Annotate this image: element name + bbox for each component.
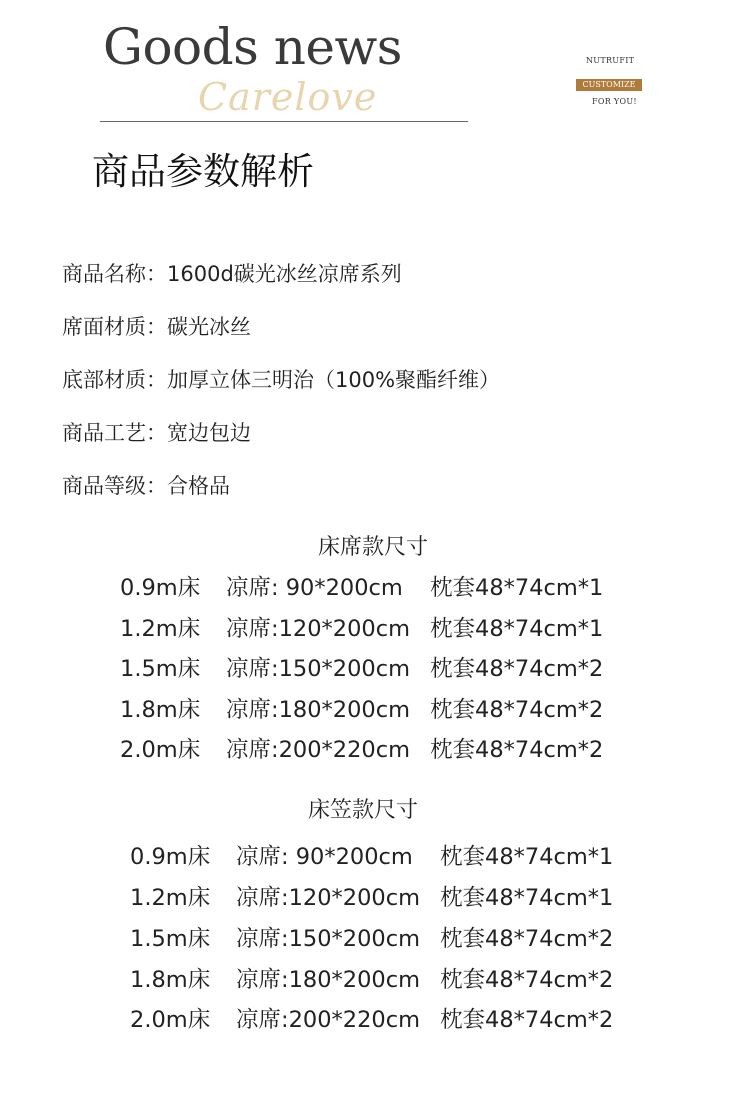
param-surface: 席面材质：碳光冰丝 bbox=[62, 315, 251, 339]
bed-size: 0.9m床 bbox=[130, 844, 211, 870]
size-table-title: 床笠款尺寸 bbox=[307, 798, 418, 823]
brand-tag-line-3: FOR YOU! bbox=[592, 97, 637, 106]
bed-size: 1.2m床 bbox=[120, 616, 201, 642]
header-title: Goods news bbox=[103, 18, 402, 76]
bed-size: 1.5m床 bbox=[130, 926, 211, 952]
header-script-logo: Carelove bbox=[198, 75, 378, 119]
mat-size: 凉席:120*200cm bbox=[226, 616, 411, 642]
bed-size: 1.2m床 bbox=[130, 885, 211, 911]
mat-size: 凉席:200*220cm bbox=[236, 1007, 421, 1033]
header-divider bbox=[100, 121, 468, 122]
bed-size: 1.8m床 bbox=[120, 697, 201, 723]
bed-size: 0.9m床 bbox=[120, 575, 201, 601]
param-craft: 商品工艺：宽边包边 bbox=[62, 421, 251, 445]
bed-size: 1.5m床 bbox=[120, 656, 201, 682]
mat-size: 凉席: 90*200cm bbox=[236, 844, 413, 870]
pillow-size: 枕套48*74cm*2 bbox=[430, 697, 604, 723]
pillow-size: 枕套48*74cm*2 bbox=[440, 926, 614, 952]
pillow-size: 枕套48*74cm*2 bbox=[440, 1007, 614, 1033]
brand-tag-line-2: CUSTOMIZE bbox=[576, 79, 642, 91]
mat-size: 凉席: 90*200cm bbox=[226, 575, 403, 601]
mat-size: 凉席:200*220cm bbox=[226, 737, 411, 763]
pillow-size: 枕套48*74cm*1 bbox=[440, 885, 614, 911]
brand-tag-line-1: NUTRUFIT bbox=[586, 56, 635, 65]
param-base: 底部材质：加厚立体三明治（100%聚酯纤维） bbox=[62, 368, 501, 392]
pillow-size: 枕套48*74cm*2 bbox=[430, 737, 604, 763]
pillow-size: 枕套48*74cm*2 bbox=[440, 967, 614, 993]
param-grade: 商品等级：合格品 bbox=[62, 474, 230, 498]
mat-size: 凉席:180*200cm bbox=[226, 697, 411, 723]
pillow-size: 枕套48*74cm*1 bbox=[440, 844, 614, 870]
bed-size: 2.0m床 bbox=[120, 737, 201, 763]
mat-size: 凉席:180*200cm bbox=[236, 967, 421, 993]
size-table-title: 床席款尺寸 bbox=[317, 535, 428, 560]
pillow-size: 枕套48*74cm*2 bbox=[430, 656, 604, 682]
mat-size: 凉席:150*200cm bbox=[226, 656, 411, 682]
pillow-size: 枕套48*74cm*1 bbox=[430, 575, 604, 601]
mat-size: 凉席:120*200cm bbox=[236, 885, 421, 911]
section-heading: 商品参数解析 bbox=[92, 150, 314, 193]
bed-size: 1.8m床 bbox=[130, 967, 211, 993]
bed-size: 2.0m床 bbox=[130, 1007, 211, 1033]
mat-size: 凉席:150*200cm bbox=[236, 926, 421, 952]
pillow-size: 枕套48*74cm*1 bbox=[430, 616, 604, 642]
param-name: 商品名称：1600d碳光冰丝凉席系列 bbox=[62, 262, 402, 286]
